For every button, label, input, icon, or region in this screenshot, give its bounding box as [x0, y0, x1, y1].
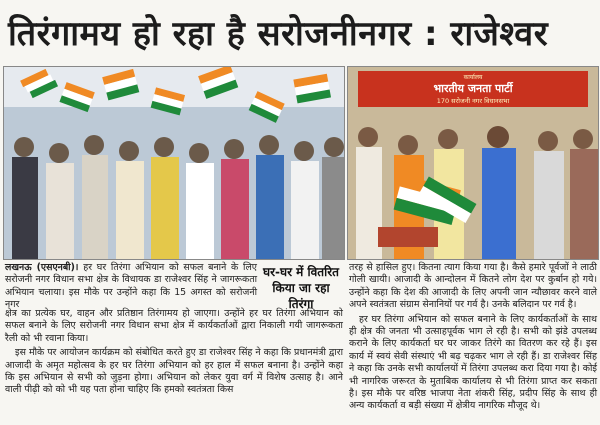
article-paragraph: इस मौके पर आयोजन कार्यक्रम को संबोधित करते हुए डा राजेश्वर सिंह ने कहा कि प्रधानमंत्री द्वारा आजादी के अमृत महोत्सव के हर घर तिरंगा अभियान को हर हाल में सफल बनाना है। उन्होंने कहा कि इस अभियान से सभी को जुड़ना होगा। अभियान को लेकर युवा वर्ग में विशेष उत्साह है। आने वाली पीढ़ी को को भी यह पता होना चाहिए कि हमको स्वतंत्रता किस	[5, 347, 343, 396]
banner-sub-text: 170 सरोजनी नगर विधानसभा	[436, 97, 510, 105]
distribution-photo-illustration	[348, 67, 598, 259]
banner-top-text: कार्यालय	[463, 74, 483, 81]
rally-photo-illustration	[4, 67, 344, 259]
article-paragraph: तरह से हासिल हुए। कितना त्याग किया गया है। कैसे हमारे पूर्वजों ने लाठी गोली खायी। आजादी के आन्दोलन में कितने लोग देश पर कुर्बान हो गये। उन्होंने कहा कि देश की आजादी के लिए अपनी जान न्यौछावर करने वाले अपने स्वतंत्रता संग्राम सेनानियों पर गर्व है। उनके बलिदान पर गर्व है।	[349, 262, 597, 311]
article-paragraph: हर घर तिरंगा अभियान को सफल बनाने के लिए कार्यकर्ताओं के साथ ही क्षेत्र की जनता भी उत्साहपूर्वक भाग ले रही है। सभी को झंडे उपलब्ध कराने के लिए कार्यकर्ता घर घर जाकर तिरंगे का वितरण कर रहे हैं। इस कार्य में स्वयं सेवी संस्थाएं भी बढ़ चढ़कर भाग ले रही हैं। डा राजेश्वर सिंह ने कहा कि उनके सभी कार्यालयों में तिरंगा उपलब्ध करा दिया गया है। कोई भी नागरिक जरूरत के मुताबिक कार्यालय से भी तिरंगा प्राप्त कर सकता है। इस मौके पर वरिष्ठ भाजपा नेता शंकरी सिंह, प्रदीप सिंह के साथ ही अन्य कार्यकर्ता व बड़ी संख्या में क्षेत्रीय नागरिक मौजूद थे।	[349, 313, 597, 412]
article-paragraph: क्षेत्र का प्रत्येक घर, वाहन और प्रतिष्ठान तिरंगामय हो जाएगा। उन्होंने हर घर तिरंगा अभियान को सफल बनाने के लिए सरोजनी नगर विधान सभा क्षेत्र में कार्यकर्ताओं द्वारा निकाली गयी जागरूकता रैली को भी रवाना किया।	[5, 308, 343, 344]
banner-party-text: भारतीय जनता पार्टी	[433, 82, 513, 95]
paragraph-text: हर घर तिरंगा अभियान को सफल बनाने के लिए सरोजनी नगर विधान सभा क्षेत्र के विधायक डा राजेश्वर सिंह ने जागरूकता अभियान चलाया। इस मौके पर उन्होंने कहा कि 15 अगस्त को सरोजनी नगर	[5, 262, 257, 311]
article-paragraph	[5, 262, 257, 312]
article-right-column	[349, 262, 597, 415]
article-left-column-continued	[5, 308, 343, 399]
pull-quote: घर-घर में वितरित किया जा रहा तिरंगा	[263, 265, 339, 311]
headline: तिरंगामय हो रहा है सरोजनीनगर : राजेश्वर	[8, 14, 549, 54]
article-left-column	[5, 262, 257, 314]
distribution-photo	[347, 66, 599, 260]
dateline: लखनऊ (एसएनबी)।	[5, 262, 79, 273]
rally-photo	[3, 66, 345, 260]
